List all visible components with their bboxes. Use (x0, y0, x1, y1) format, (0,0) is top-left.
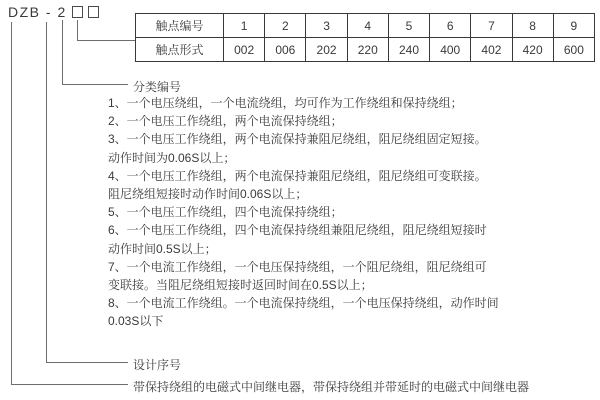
classification-label: 分类编号 (133, 80, 182, 94)
contact-number-row-label: 触点编号 (136, 14, 224, 38)
contact-form-table (135, 13, 595, 62)
leader-line-design-serial-horizontal (46, 362, 128, 363)
contact-number-cell: 9 (553, 14, 594, 38)
classification-line: 动作时间0.5S以上； (108, 241, 217, 256)
contact-number-cell: 6 (430, 14, 471, 38)
classification-line: 1、一个电压绕组，一个电流绕组，均可作为工作绕组和保持绕组； (108, 96, 463, 110)
classification-line: 阻尼绕组短接时动作时间0.06S以上； (108, 187, 308, 202)
leader-line-design-serial-vertical (46, 22, 47, 363)
contact-form-cell: 420 (512, 38, 553, 62)
leader-line-contact-table-horizontal (77, 40, 136, 41)
leader-line-relay-type-horizontal (11, 384, 128, 385)
classification-line: 2、一个电压工作绕组，两个电流保持绕组； (108, 114, 343, 129)
classification-line: 0.03S以下 (108, 314, 164, 329)
contact-number-cell: 4 (347, 14, 388, 38)
classification-list (108, 94, 598, 331)
contact-number-row (136, 14, 595, 38)
classification-line: 3、一个电压工作绕组，两个电流保持兼阻尼绕组，阻尼绕组固定短接。 (108, 132, 487, 147)
contact-form-cell: 600 (553, 38, 594, 62)
model-code (8, 4, 99, 20)
model-box-1 (72, 6, 83, 18)
contact-number-cell: 1 (224, 14, 265, 38)
contact-number-cell: 3 (306, 14, 347, 38)
leader-line-classification-vertical (62, 20, 63, 85)
design-serial-label: 设计序号 (133, 358, 182, 372)
model-box-2 (88, 6, 99, 18)
classification-line: 5、一个电压工作绕组，四个电流保持绕组； (108, 205, 343, 220)
contact-number-cell: 2 (265, 14, 306, 38)
contact-number-cell: 5 (388, 14, 429, 38)
classification-line: 变联接。当阻尼绕组短接时返回时间在0.5S以上； (108, 278, 373, 293)
relay-type-description: 带保持绕组的电磁式中间继电器，带保持绕组并带延时的电磁式中间继电器 (133, 380, 530, 394)
classification-line: 4、一个电压工作绕组，两个电流保持兼阻尼绕组，阻尼绕组可变联接。 (108, 168, 487, 183)
contact-form-cell: 202 (306, 38, 347, 62)
classification-line: 8、一个电流工作绕组。一个电流保持绕组，一个电压保持绕组，动作时间 (108, 296, 499, 311)
classification-line: 7、一个电流工作绕组，一个电压保持绕组，一个阻尼绕组，阻尼绕组可 (108, 259, 487, 274)
classification-line: 动作时间为0.06S以上； (108, 150, 236, 165)
contact-number-cell: 8 (512, 14, 553, 38)
model-prefix: DZB - 2 (8, 4, 67, 20)
contact-form-cell: 002 (224, 38, 265, 62)
contact-form-cell: 402 (471, 38, 512, 62)
contact-form-cell: 400 (430, 38, 471, 62)
contact-form-cell: 240 (388, 38, 429, 62)
classification-line: 6、一个电压工作绕组，四个电流保持绕组兼阻尼绕组，阻尼绕组短接时 (108, 223, 487, 238)
contact-form-row (136, 38, 595, 62)
leader-line-relay-type-vertical (11, 22, 12, 385)
contact-form-row-label: 触点形式 (136, 38, 224, 62)
contact-form-cell: 006 (265, 38, 306, 62)
contact-form-cell: 220 (347, 38, 388, 62)
leader-line-classification-horizontal (62, 84, 128, 85)
contact-number-cell: 7 (471, 14, 512, 38)
leader-line-contact-table-vertical (77, 20, 78, 40)
